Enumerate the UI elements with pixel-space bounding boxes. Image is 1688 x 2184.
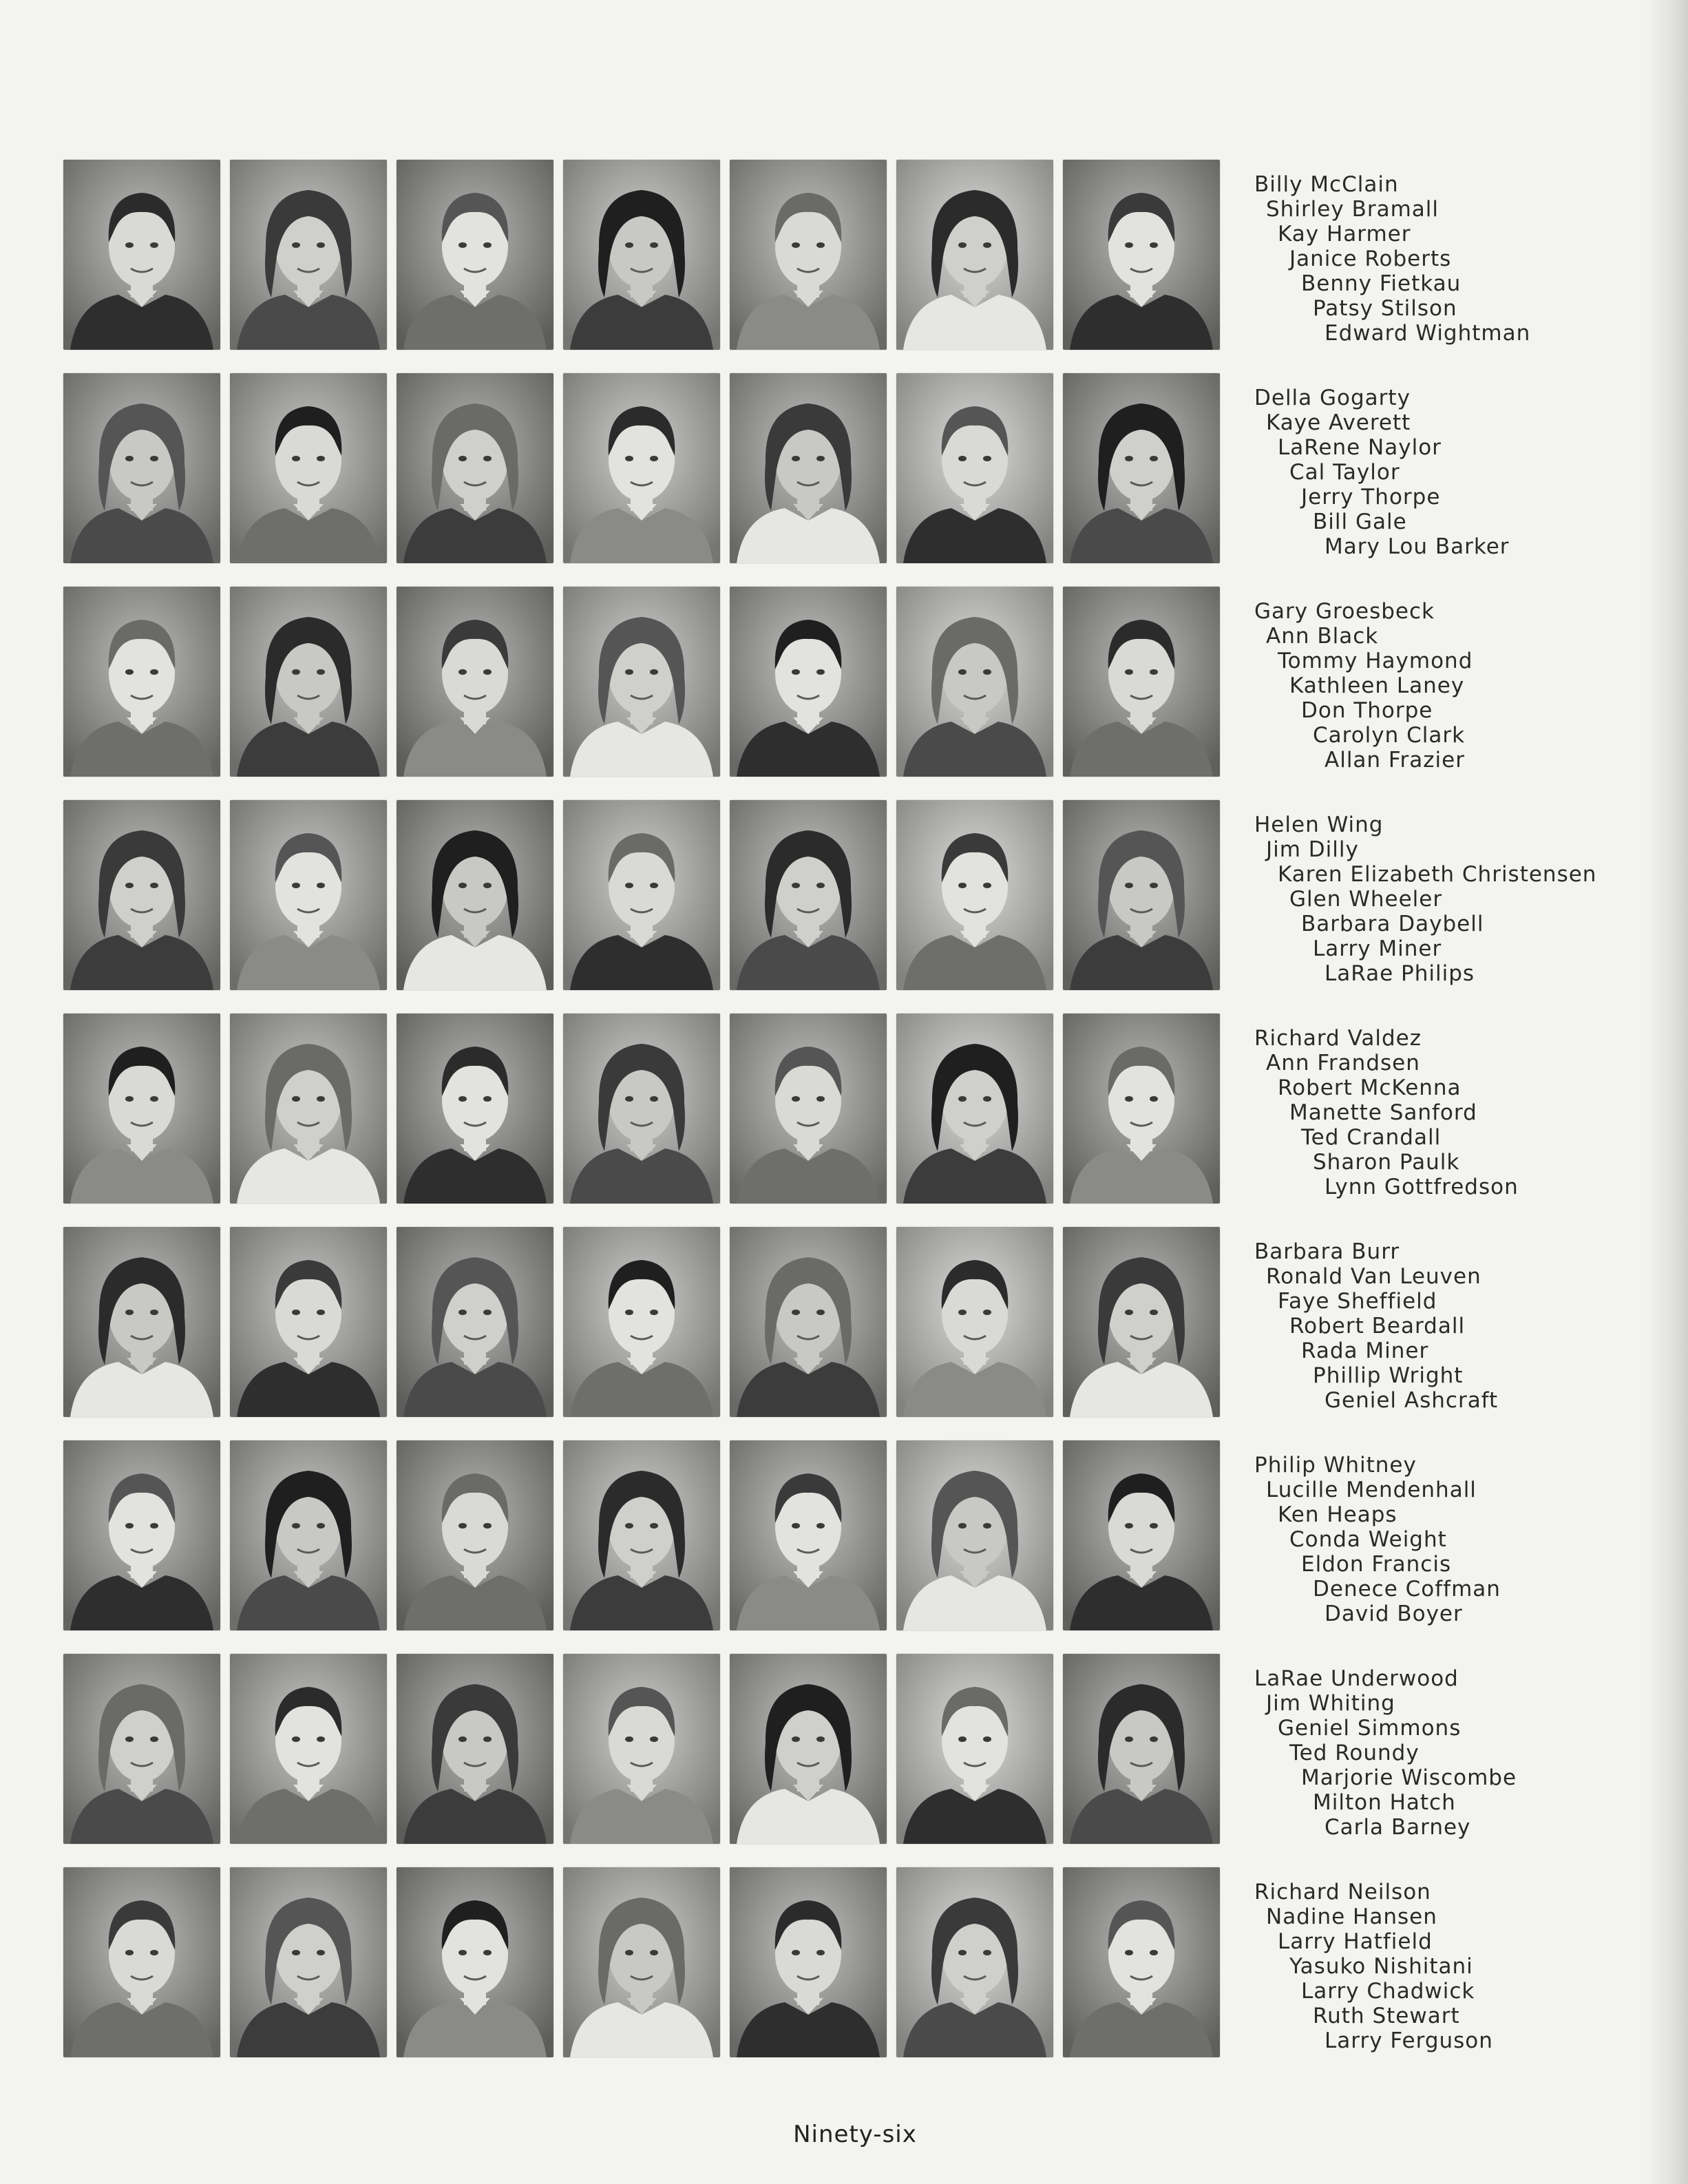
name-list	[1254, 1026, 1640, 1199]
student-name: Conda Weight	[1289, 1527, 1447, 1552]
student-name: Kathleen Laney	[1289, 673, 1465, 698]
portrait-rows	[63, 160, 1647, 2081]
student-portrait	[896, 373, 1053, 563]
student-portrait	[63, 587, 220, 777]
student-portrait	[563, 1654, 720, 1844]
student-name: Carolyn Clark	[1313, 723, 1466, 748]
student-name: Kaye Averett	[1266, 410, 1411, 435]
student-name: Rada Miner	[1301, 1338, 1429, 1363]
page-number: Ninety-six	[793, 2121, 917, 2148]
student-portrait	[730, 373, 887, 563]
student-portrait	[397, 1227, 553, 1417]
student-name: Glen Wheeler	[1289, 887, 1443, 912]
student-name: Jerry Thorpe	[1301, 485, 1441, 510]
student-portrait	[230, 1227, 387, 1417]
portrait-strip	[63, 1440, 1206, 1633]
student-portrait	[397, 800, 553, 990]
student-name: Karen Elizabeth Christensen	[1278, 862, 1597, 887]
student-name: Cal Taylor	[1289, 460, 1400, 485]
name-list	[1254, 1239, 1640, 1413]
student-portrait	[397, 1440, 553, 1630]
student-portrait	[730, 1227, 887, 1417]
student-portrait	[730, 1867, 887, 2057]
student-portrait	[397, 1654, 553, 1844]
student-portrait	[63, 373, 220, 563]
student-portrait	[63, 1654, 220, 1844]
student-portrait	[230, 160, 387, 350]
student-name: Lucille Mendenhall	[1266, 1478, 1477, 1502]
student-portrait	[896, 1654, 1053, 1844]
student-name: Gary Groesbeck	[1254, 599, 1435, 624]
student-portrait	[230, 373, 387, 563]
portrait-strip	[63, 587, 1206, 779]
student-portrait	[230, 800, 387, 990]
student-name: Manette Sanford	[1289, 1100, 1477, 1125]
student-portrait	[896, 800, 1053, 990]
student-portrait	[397, 160, 553, 350]
student-name: Helen Wing	[1254, 812, 1384, 837]
page-footer	[0, 2121, 1688, 2148]
student-portrait	[896, 1014, 1053, 1204]
student-portrait	[397, 1014, 553, 1204]
student-name: Marjorie Wiscombe	[1301, 1765, 1517, 1790]
student-name: Ken Heaps	[1278, 1502, 1397, 1527]
student-name: Janice Roberts	[1289, 246, 1452, 271]
student-portrait	[730, 1654, 887, 1844]
student-name: Ann Black	[1266, 624, 1379, 649]
student-portrait	[63, 1014, 220, 1204]
student-portrait	[230, 587, 387, 777]
student-portrait	[563, 587, 720, 777]
student-name: Bill Gale	[1313, 510, 1407, 534]
student-name: Ted Crandall	[1301, 1125, 1442, 1150]
student-portrait	[63, 800, 220, 990]
student-portrait	[1063, 800, 1220, 990]
student-portrait	[63, 1867, 220, 2057]
student-portrait	[563, 373, 720, 563]
student-name: Richard Valdez	[1254, 1026, 1422, 1051]
student-portrait	[730, 1014, 887, 1204]
student-portrait	[1063, 160, 1220, 350]
portrait-strip	[63, 1014, 1206, 1206]
student-name: Ruth Stewart	[1313, 2004, 1460, 2028]
portrait-row	[63, 373, 1647, 580]
name-list	[1254, 386, 1640, 559]
student-portrait	[730, 160, 887, 350]
student-portrait	[1063, 587, 1220, 777]
student-portrait	[63, 1440, 220, 1630]
portrait-row	[63, 1867, 1647, 2074]
student-portrait	[563, 1440, 720, 1630]
student-portrait	[563, 1014, 720, 1204]
student-name: Patsy Stilson	[1313, 296, 1457, 321]
portrait-row	[63, 1440, 1647, 1647]
student-portrait	[230, 1654, 387, 1844]
student-portrait	[896, 160, 1053, 350]
student-portrait	[230, 1867, 387, 2057]
name-list	[1254, 599, 1640, 773]
portrait-row	[63, 160, 1647, 366]
student-portrait	[230, 1440, 387, 1630]
student-portrait	[1063, 1654, 1220, 1844]
student-portrait	[397, 373, 553, 563]
portrait-strip	[63, 1654, 1206, 1847]
student-portrait	[397, 1867, 553, 2057]
student-portrait	[563, 1227, 720, 1417]
portrait-strip	[63, 800, 1206, 993]
student-portrait	[563, 160, 720, 350]
student-name: Barbara Daybell	[1301, 912, 1484, 936]
student-name: Philip Whitney	[1254, 1453, 1417, 1478]
student-name: Ronald Van Leuven	[1266, 1264, 1481, 1289]
student-name: LaRene Naylor	[1278, 435, 1442, 460]
student-name: Jim Whiting	[1266, 1691, 1395, 1716]
student-portrait	[896, 1227, 1053, 1417]
student-name: Ann Frandsen	[1266, 1051, 1420, 1075]
student-name: Phillip Wright	[1313, 1363, 1464, 1388]
name-list	[1254, 172, 1640, 346]
student-name: Jim Dilly	[1266, 837, 1359, 862]
student-name: David Boyer	[1325, 1602, 1463, 1626]
student-portrait	[1063, 1227, 1220, 1417]
student-name: Geniel Ashcraft	[1325, 1388, 1499, 1413]
student-portrait	[1063, 1014, 1220, 1204]
student-portrait	[896, 1440, 1053, 1630]
student-name: Geniel Simmons	[1278, 1716, 1462, 1741]
student-name: Billy McClain	[1254, 172, 1399, 197]
student-name: LaRae Underwood	[1254, 1666, 1459, 1691]
portrait-row	[63, 1014, 1647, 1220]
student-portrait	[730, 1440, 887, 1630]
student-name: Robert Beardall	[1289, 1314, 1466, 1338]
name-list	[1254, 1453, 1640, 1626]
student-name: Carla Barney	[1325, 1815, 1471, 1840]
portrait-strip	[63, 1867, 1206, 2060]
student-name: Denece Coffman	[1313, 1577, 1501, 1602]
student-portrait	[563, 800, 720, 990]
student-portrait	[730, 587, 887, 777]
student-name: Eldon Francis	[1301, 1552, 1452, 1577]
student-name: Richard Neilson	[1254, 1880, 1431, 1904]
student-portrait	[230, 1014, 387, 1204]
student-name: Ted Roundy	[1289, 1741, 1420, 1765]
student-name: Edward Wightman	[1325, 321, 1531, 346]
portrait-row	[63, 1654, 1647, 1860]
student-name: Faye Sheffield	[1278, 1289, 1437, 1314]
student-name: Yasuko Nishitani	[1289, 1954, 1473, 1979]
student-name: Larry Hatfield	[1278, 1929, 1433, 1954]
student-name: Robert McKenna	[1278, 1075, 1462, 1100]
name-list	[1254, 1880, 1640, 2053]
student-name: Larry Chadwick	[1301, 1979, 1475, 2004]
student-name: Allan Frazier	[1325, 748, 1465, 773]
page-edge-shadow	[1645, 0, 1688, 2184]
student-portrait	[1063, 1440, 1220, 1630]
student-portrait	[63, 1227, 220, 1417]
student-name: Della Gogarty	[1254, 386, 1411, 410]
student-name: Lynn Gottfredson	[1325, 1175, 1519, 1199]
student-portrait	[896, 587, 1053, 777]
student-portrait	[896, 1867, 1053, 2057]
student-name: Kay Harmer	[1278, 222, 1411, 246]
student-name: Larry Ferguson	[1325, 2028, 1493, 2053]
student-name: Milton Hatch	[1313, 1790, 1456, 1815]
student-name: Benny Fietkau	[1301, 271, 1462, 296]
student-portrait	[397, 587, 553, 777]
student-name: Nadine Hansen	[1266, 1904, 1437, 1929]
student-name: Larry Miner	[1313, 936, 1442, 961]
name-list	[1254, 1666, 1640, 1840]
student-portrait	[1063, 373, 1220, 563]
student-name: Don Thorpe	[1301, 698, 1433, 723]
student-portrait	[1063, 1867, 1220, 2057]
portrait-strip	[63, 1227, 1206, 1420]
student-portrait	[63, 160, 220, 350]
portrait-strip	[63, 373, 1206, 566]
portrait-row	[63, 587, 1647, 793]
name-list	[1254, 812, 1640, 986]
portrait-strip	[63, 160, 1206, 353]
portrait-row	[63, 800, 1647, 1007]
student-name: Shirley Bramall	[1266, 197, 1439, 222]
student-portrait	[730, 800, 887, 990]
student-portrait	[563, 1867, 720, 2057]
student-name: Tommy Haymond	[1278, 649, 1473, 673]
student-name: Barbara Burr	[1254, 1239, 1400, 1264]
student-name: Sharon Paulk	[1313, 1150, 1460, 1175]
student-name: LaRae Philips	[1325, 961, 1475, 986]
student-name: Mary Lou Barker	[1325, 534, 1510, 559]
portrait-row	[63, 1227, 1647, 1434]
